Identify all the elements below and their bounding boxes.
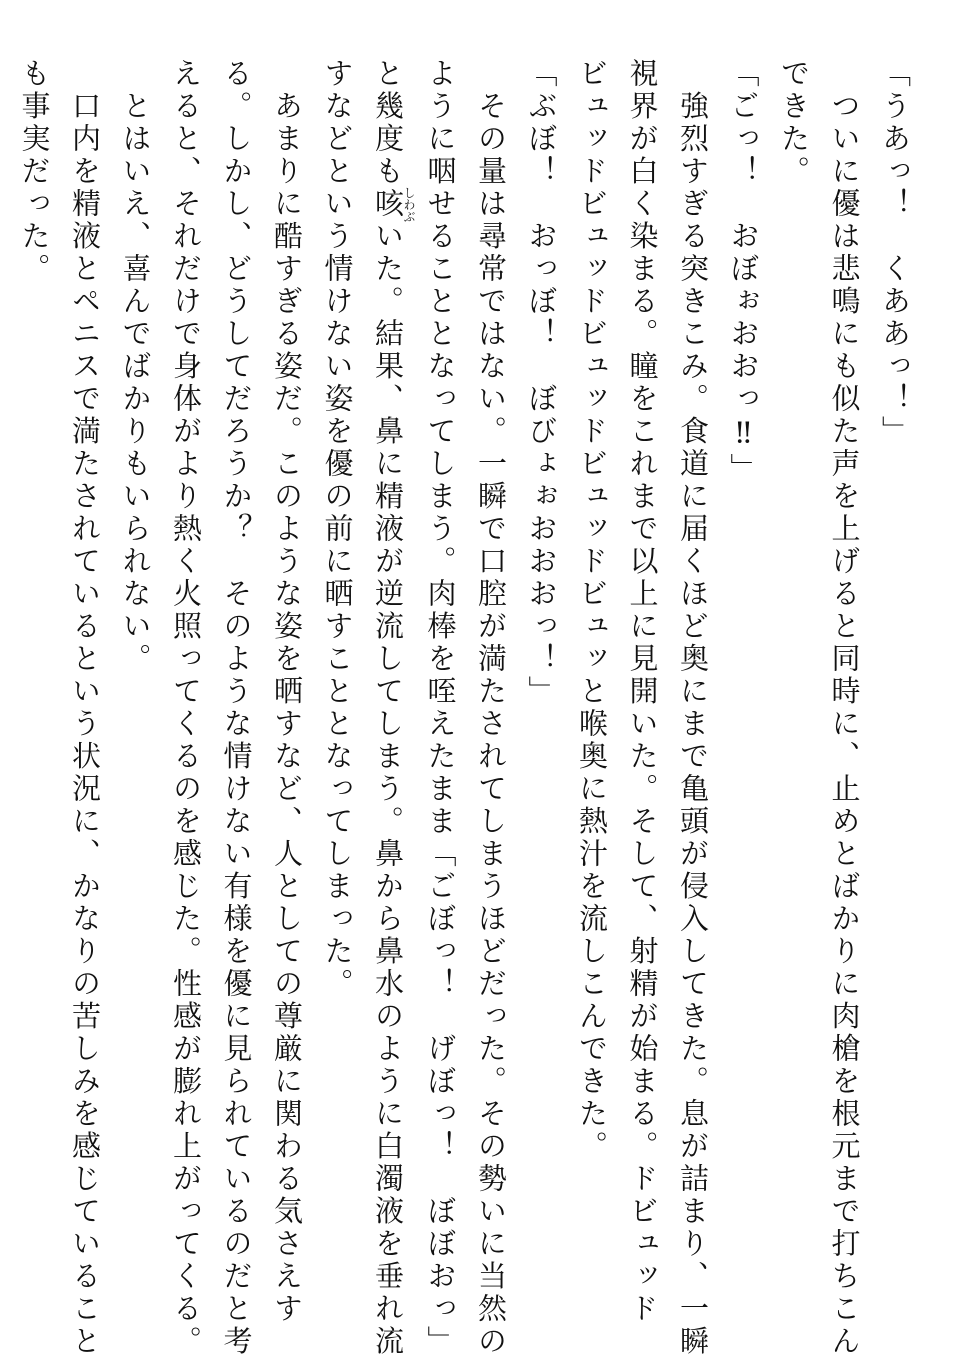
text-line: る。しかし、どうしてだろうか？ そのような情けない有様を優に見られているのだと考 <box>211 58 262 1248</box>
text-line: ように咽せることとなってしまう。肉棒を咥えたまま「ごぼっ！ げぼっ！ ぼぼおっ」 <box>415 58 466 1248</box>
text-line: ビュッドビュッドビュッドビュッドビュッと喉奥に熱汁を流しこんできた。 <box>567 58 618 1248</box>
text-line: 「ごっ！ おぼぉおおっ‼」 <box>718 58 769 1248</box>
text-line: 視界が白く染まる。瞳をこれまで以上に見開いた。そして、射精が始まる。ドビュッド <box>617 58 668 1248</box>
ruby-annotation <box>371 188 405 221</box>
vertical-text-body <box>9 58 920 1248</box>
text-line: えると、それだけで身体がより熱く火照ってくるのを感じた。性感が膨れ上がってくる。 <box>161 58 212 1248</box>
text-line-part: と幾度も <box>371 58 405 188</box>
text-line: 「うあっ！ くああっ！」 <box>870 58 921 1248</box>
text-line: できた。 <box>769 58 820 1248</box>
text-line-part: いた。結果、鼻に精液が逆流してしまう。鼻から鼻水のように白濁液を垂れ流 <box>371 221 405 1358</box>
text-line: あまりに酷すぎる姿だ。このような姿を晒すなど、人としての尊厳に関わる気さえす <box>262 58 313 1248</box>
text-line-with-ruby <box>363 58 416 1248</box>
ruby-reading: しわぶ <box>402 186 416 222</box>
text-line: とはいえ、喜んでばかりもいられない。 <box>110 58 161 1248</box>
text-line: も事実だった。 <box>9 58 60 1248</box>
text-line: すなどという情けない姿を優の前に晒すこととなってしまった。 <box>312 58 363 1248</box>
text-line: ついに優は悲鳴にも似た声を上げると同時に、止めとばかりに肉槍を根元まで打ちこん <box>819 58 870 1248</box>
text-line: 強烈すぎる突きこみ。食道に届くほど奥にまで亀頭が侵入してきた。息が詰まり、一瞬 <box>668 58 719 1248</box>
ruby-base: 咳 <box>371 186 405 222</box>
text-line: 「ぶぼ！ おっぼ！ ぼびょぉおおおっ！」 <box>516 58 567 1248</box>
text-line: その量は尋常ではない。一瞬で口腔が満たされてしまうほどだった。その勢いに当然の <box>466 58 517 1248</box>
text-line: 口内を精液とペニスで満たされているという状況に、かなりの苦しみを感じていること <box>60 58 111 1248</box>
